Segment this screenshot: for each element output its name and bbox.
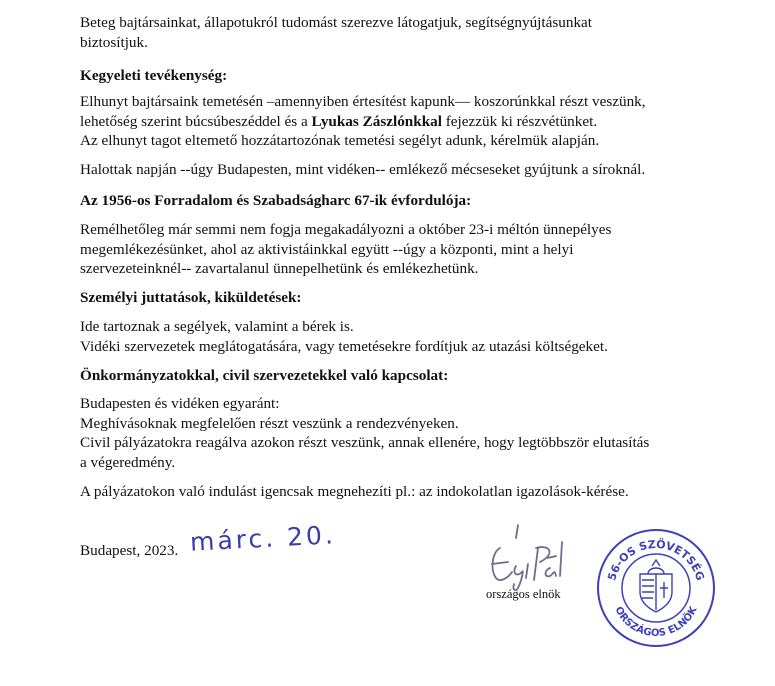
section-heading-juttatasok: Személyi juttatások, kiküldetések:: [80, 289, 302, 306]
juttatasok-paragraph: [80, 317, 680, 356]
forradalom-line-2: megemlékezésünket, ahol az aktivistáinkkal együtt --úgy a központi, mint a helyi: [80, 240, 574, 258]
lyukas-zaszlo-emphasis: Lyukas Zászlónkkal: [311, 112, 442, 130]
intro-line-1: Beteg bajtársainkat, állapotukról tudomást szerezve látogatjuk, segítségnyújtásunkat: [80, 14, 593, 31]
signature: [478, 520, 578, 595]
forradalom-paragraph: [80, 220, 680, 279]
signer-title: országos elnök: [486, 587, 561, 601]
juttatasok-line-1: Ide tartoznak a segélyek, valamint a bérek is.: [80, 318, 354, 335]
kegyeleti-paragraph-2: [80, 160, 680, 180]
section-heading-forradalom: Az 1956-os Forradalom és Szabadságharc 67-ik évfordulója:: [80, 192, 472, 209]
kegyeleti-line-2a: lehetőség szerint búcsúbeszéddel és a: [80, 112, 312, 130]
onkormanyzat-paragraph: [80, 394, 680, 472]
onkormanyzat-closing: [80, 482, 680, 502]
intro-paragraph: [80, 13, 680, 52]
kegyeleti-p2-line: Halottak napján --úgy Budapesten, mint vidéken-- emlékező mécseseket gyújtunk a síroknál.: [80, 161, 646, 178]
coat-of-arms-icon: [640, 560, 672, 612]
onkormanyzat-line-1: Budapesten és vidéken egyaránt:: [80, 395, 280, 412]
intro-line-2: biztosítjuk.: [80, 33, 148, 51]
kegyeleti-paragraph-1: [80, 92, 680, 151]
section-heading-onkormanyzat: Önkormányzatokkal, civil szervezetekkel való kapcsolat:: [80, 367, 449, 384]
onkormanyzat-line-5: A pályázatokon való indulást igencsak megnehezíti pl.: az indokolatlan igazolások-kérése.: [80, 483, 629, 500]
forradalom-line-3: szervezeteinknél-- zavartalanul ünnepelhetünk és emlékezhetünk.: [80, 260, 479, 277]
forradalom-line-1: Remélhetőleg már semmi nem fogja megakadályozni a október 23-i méltón ünnepélyes: [80, 221, 612, 238]
onkormanyzat-line-4: a végeredmény.: [80, 453, 176, 471]
kegyeleti-line-3: Az elhunyt tagot eltemető hozzátartozónak temetési segélyt adunk, kérelmük alapján.: [80, 132, 600, 149]
kegyeleti-line-1: Elhunyt bajtársaink temetésén –amennyiben értesítést kapunk— koszorúnkkal részt veszünk,: [80, 93, 646, 110]
kegyeleti-line-2b: fejezzük ki részvétünket.: [441, 112, 598, 130]
juttatasok-line-2: Vidéki szervezetek meglátogatására, vagy temetésekre fordítjuk az utazási költségeket.: [80, 337, 608, 355]
place-date: Budapest, 2023.: [80, 542, 179, 559]
stamp-bottom-text: ORSZÁGOS ELNÖK: [612, 605, 700, 640]
kegyeleti-line-2: [80, 112, 680, 132]
section-heading-kegyeleti: Kegyeleti tevékenység:: [80, 67, 228, 84]
handwritten-date: márc. 20.: [189, 520, 337, 557]
official-stamp: [594, 526, 718, 650]
onkormanyzat-line-2: Meghívásoknak megfelelően részt veszünk a rendezvényeken.: [80, 414, 459, 432]
stamp-top-text: 56-OS SZÖVETSÉG: [605, 537, 707, 583]
onkormanyzat-line-3: Civil pályázatokra reagálva azokon részt veszünk, annak ellenére, hogy legtöbbször elutasítás: [80, 434, 650, 451]
